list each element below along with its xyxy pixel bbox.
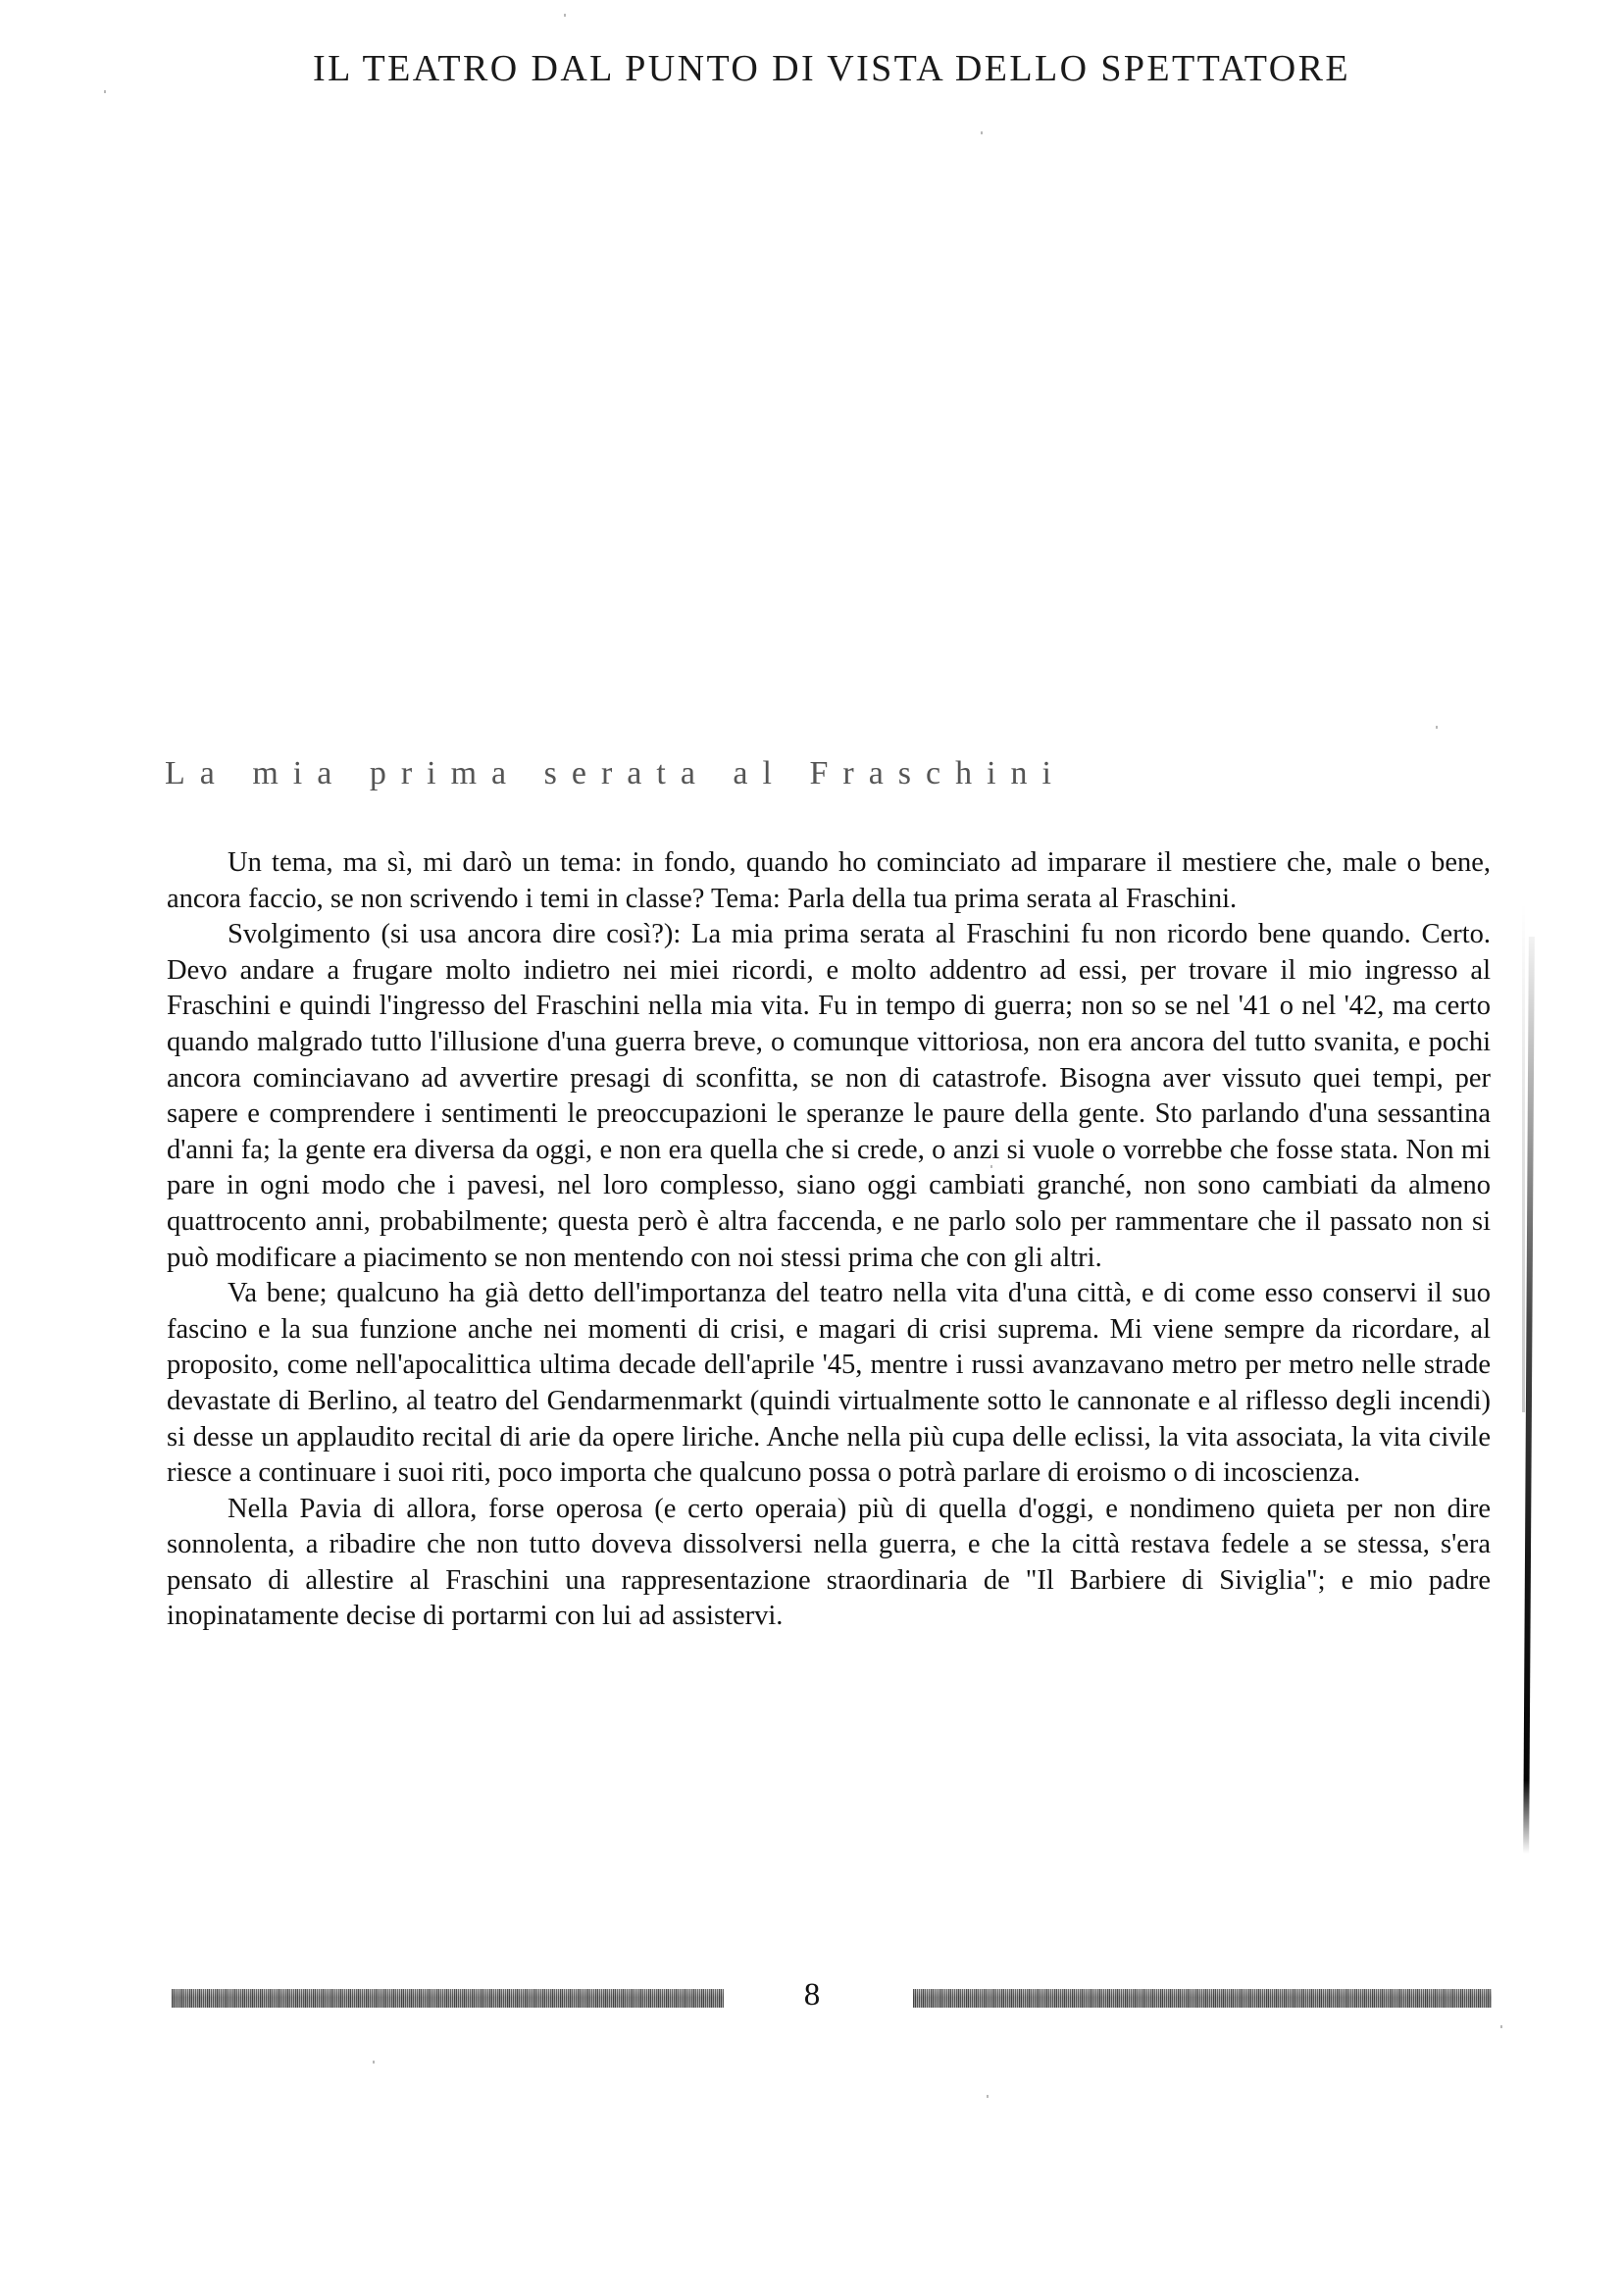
paragraph: Nella Pavia di allora, forse operosa (e certo operaia) più di quella d'oggi, e nondimeno quieta per non dire sonnolenta, a ribadire che non tutto doveva dissolversi nella guerra, e che la città restava fedele a se stessa, s'era pensato di allestire al Fraschini una rappresentazione straordinaria de "Il Barbiere di Siviglia"; e mio padre inopinatamente decise di portarmi con lui ad assistervi. <box>167 1493 1491 1632</box>
footer-rule-right <box>913 1989 1492 2008</box>
scan-speck <box>987 2095 989 2098</box>
body-text-column <box>167 845 1491 1635</box>
scan-speck <box>981 131 983 134</box>
scan-speck <box>104 90 106 93</box>
scan-speck <box>1500 2025 1502 2028</box>
scan-speck <box>1436 726 1438 729</box>
running-head: IL TEATRO DAL PUNTO DI VISTA DELLO SPETTATORE <box>313 48 1350 89</box>
paragraph: Svolgimento (si usa ancora dire così?): La mia prima serata al Fraschini fu non ricordo bene quando. Certo. Devo andare a frugare molto indietro nei miei ricordi, e molto addentro ad essi, per trovare il mio ingresso al Fraschini e quindi l'ingresso del Fraschini nella mia vita. Fu in tempo di guerra; non so se nel '41 o nel '42, ma certo quando malgrado tutto l'illusione d'una guerra breve, o comunque vittoriosa, non era ancora del tutto svanita, e pochi ancora cominciavano ad avvertire presagi di sconfitta, se non di catastrofe. Bisogna aver vissuto quei tempi, per sapere e comprendere i sentimenti le preoccupazioni le speranze le paure della gente. Sto parlando d'una sessantina d'anni fa; la gente era diversa da oggi, e non era quella che si crede, o anzi si vuole o vorrebbe che fosse stata. Non mi pare in ogni modo che i pavesi, nel loro complesso, siano oggi cambiati granché, non sono cambiati da almeno quattrocento anni, probabilmente; questa però è altra faccenda, e ne parlo solo per rammentare che il passato non si può modificare a piacimento se non mentendo con noi stessi prima che con gli altri. <box>167 919 1491 1273</box>
section-title: La mia prima serata al Fraschini <box>165 755 1066 791</box>
page-number: 8 <box>803 1977 821 2013</box>
paragraph: Va bene; qualcuno ha già detto dell'importanza del teatro nella vita d'una città, e di come esso conservi il suo fascino e la sua funzione anche nei momenti di crisi, e magari di crisi suprema. Mi viene sempre da ricordare, al proposito, come nell'apocalittica ultima decade dell'aprile '45, mentre i russi avanzavano metro per metro nelle strade devastate di Berlino, al teatro del Gendarmenmarkt (quindi virtualmente sotto le cannonate e al riflesso degli incendi) si desse un applaudito recital di arie da opere liriche. Anche nella più cupa delle eclissi, la vita associata, la vita civile riesce a continuare i suoi riti, poco importa che qualcuno possa o potrà parlare di eroismo o di incoscienza. <box>167 1278 1491 1489</box>
scan-speck <box>990 1165 992 1168</box>
scan-speck <box>564 14 566 17</box>
paragraph: Un tema, ma sì, mi darò un tema: in fondo, quando ho cominciato ad imparare il mestiere che, male o bene, ancora faccio, se non scrivendo i temi in classe? Tema: Parla della tua prima serata al Fraschini. <box>167 847 1491 914</box>
scan-speck <box>373 2061 375 2064</box>
scan-edge-shadow <box>1522 902 1525 1412</box>
page-footer <box>0 1969 1624 2028</box>
